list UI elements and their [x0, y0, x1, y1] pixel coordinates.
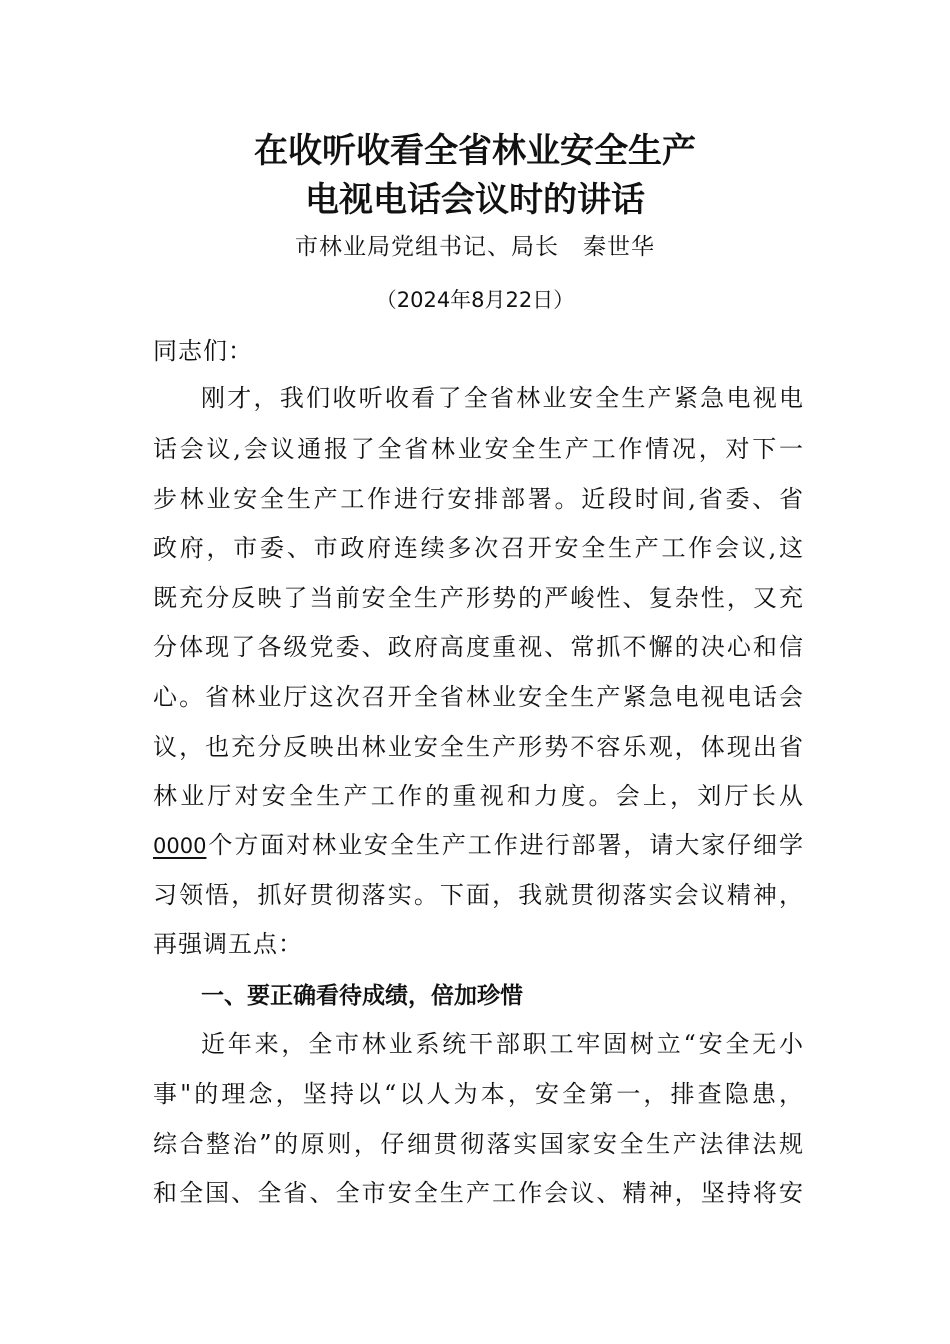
document-title-line-2: 电视电话会议时的讲话 — [305, 180, 645, 220]
paragraph-line: 近年来，全市林业系统干部职工牢固树立“安全无小 — [201, 1030, 803, 1058]
paragraph-line: 再强调五点： — [153, 930, 303, 958]
section-heading: 一、要正确看待成绩，倍加珍惜 — [201, 983, 523, 1009]
paragraph-line: 林业厅对安全生产工作的重视和力度。会上，刘厅长从 — [153, 782, 803, 810]
paragraph-line: 和全国、全省、全市安全生产工作会议、精神，坚持将安 — [153, 1179, 803, 1207]
paragraph-line: 议，也充分反映出林业安全生产形势不容乐观，体现出省 — [153, 733, 803, 761]
paragraph-line: 政府，市委、市政府连续多次召开安全生产工作会议,这 — [153, 534, 803, 562]
speech-date: （2024年8月22日） — [375, 288, 575, 312]
paragraph-line: 刚才，我们收听收看了全省林业安全生产紧急电视电 — [201, 384, 803, 412]
author-role: 市林业局党组书记、局长 — [295, 234, 559, 260]
salutation: 同志们： — [153, 337, 253, 365]
document-title-line-1: 在收听收看全省林业安全生产 — [254, 131, 696, 171]
author-line — [0, 232, 950, 262]
paragraph-line: 分体现了各级党委、政府高度重视、常抓不懈的决心和信 — [153, 633, 803, 661]
paragraph-line: 既充分反映了当前安全生产形势的严峻性、复杂性，又充 — [153, 584, 803, 612]
author-name: 秦世华 — [583, 234, 655, 260]
paragraph-line: 话会议,会议通报了全省林业安全生产工作情况，对下一 — [153, 435, 803, 463]
paragraph-line: 综合整治”的原则，仔细贯彻落实国家安全生产法律法规 — [153, 1130, 803, 1158]
placeholder-number: 0000 — [153, 834, 207, 858]
paragraph-line: 步林业安全生产工作进行安排部署。近段时间,省委、省 — [153, 485, 803, 513]
paragraph-line — [153, 829, 803, 862]
paragraph-line: 事"的理念，坚持以“以人为本，安全第一，排查隐患， — [153, 1080, 803, 1108]
paragraph-line-rest: 个方面对林业安全生产工作进行部署，请大家仔细学 — [206, 831, 803, 859]
paragraph-line: 心。省林业厅这次召开全省林业安全生产紧急电视电话会 — [153, 683, 803, 711]
paragraph-line: 习领悟，抓好贯彻落实。下面，我就贯彻落实会议精神， — [153, 881, 803, 909]
